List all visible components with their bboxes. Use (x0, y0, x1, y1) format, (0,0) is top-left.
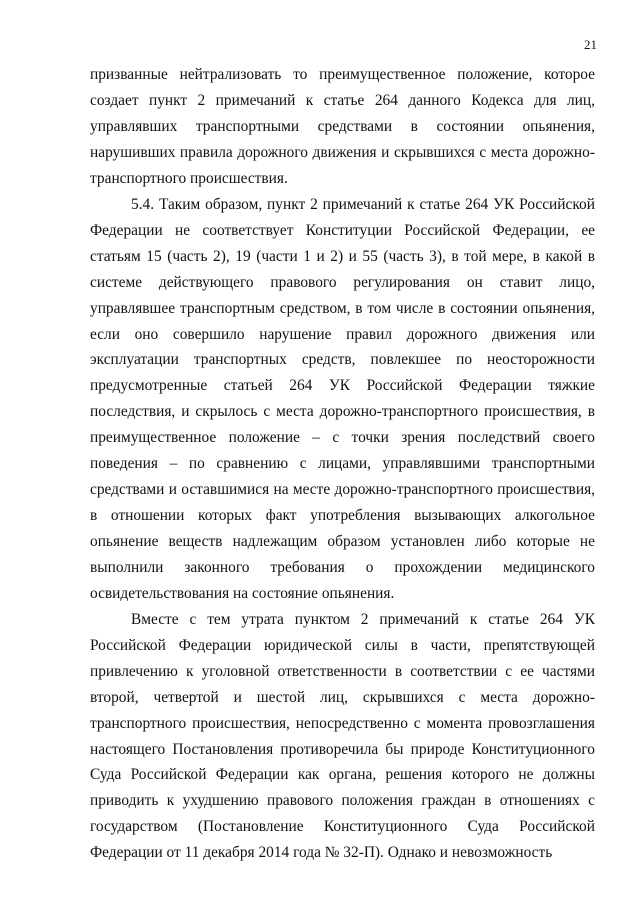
paragraph-text: призванные нейтрализовать то преимущественное положение, которое создает пункт 2 примечаний к статье 264 данного Кодекса для лиц, управлявших транспортными средствами в состоянии опьянения, нарушивших правила дорожного движения и скрывшихся с места дорожно-транспортного происшествия. (90, 66, 595, 187)
paragraph-continuation (90, 62, 595, 192)
paragraph-text: 5.4. Таким образом, пункт 2 примечаний к статье 264 УК Российской Федерации не соответствует Конституции Российской Федерации, ее статьям 15 (часть 2), 19 (части 1 и 2) и 55 (часть 3), в той мере, в какой в системе действующего правового регулирования он ставит лицо, управлявшее транспортным средством, в том числе в состоянии опьянения, если оно совершило нарушение правил дорожного движения или эксплуатации транспортных средств, повлекшее по неосторожности предусмотренные статьей 264 УК Российской Федерации тяжкие последствия, и скрылось с места дорожно-транспортного происшествия, в преимущественное положение – с точки зрения последствий своего поведения – по сравнению с лицами, управлявшими транспортными средствами и оставшимися на месте дорожно-транспортного происшествия, в отношении которых факт употребления вызывающих алкогольное опьянение веществ надлежащим образом установлен либо которые не выполнили законного требования о прохождении медицинского освидетельствования на состояние опьянения. (90, 196, 595, 602)
paragraph-however (90, 607, 595, 866)
page-number: 21 (584, 37, 597, 52)
paragraph-text: Вместе с тем утрата пунктом 2 примечаний к статье 264 УК Российской Федерации юридической силы в части, препятствующей привлечению к уголовной ответственности в соответствии с ее частями второй, четвертой и шестой лиц, скрывшихся с места дорожно-транспортного происшествия, непосредственно с момента провозглашения настоящего Постановления противоречила бы природе Конституционного Суда Российской Федерации как органа, решения которого не должны приводить к ухудшению правового положения граждан в отношениях с государством (Постановление Конституционного Суда Российской Федерации от 11 декабря 2014 года № 32-П). Однако и невозможность (90, 611, 595, 862)
paragraph-section-5-4 (90, 192, 595, 607)
